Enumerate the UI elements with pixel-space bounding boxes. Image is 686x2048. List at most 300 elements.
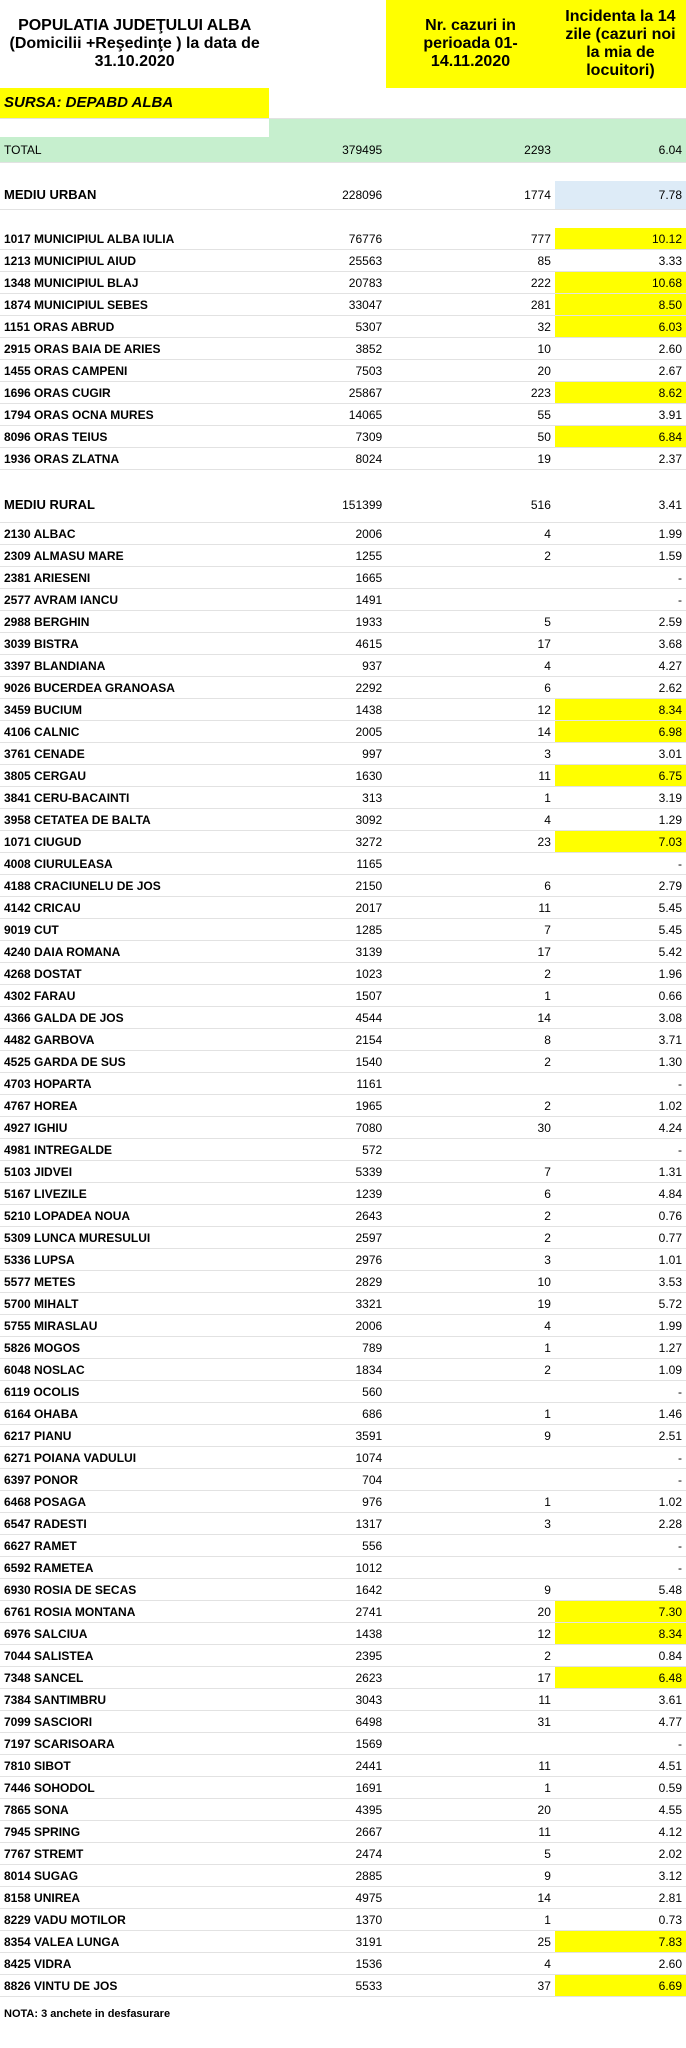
locality-cases: 50 (386, 426, 555, 448)
locality-name: 6976 SALCIUA (0, 1623, 269, 1645)
locality-name: 2577 AVRAM IANCU (0, 589, 269, 611)
locality-cases: 17 (386, 633, 555, 655)
locality-population: 1285 (269, 919, 386, 941)
locality-name: 8158 UNIREA (0, 1887, 269, 1909)
locality-incidence: 2.51 (555, 1425, 686, 1447)
locality-population: 1642 (269, 1579, 386, 1601)
locality-population: 686 (269, 1403, 386, 1425)
locality-name: 2309 ALMASU MARE (0, 545, 269, 567)
locality-population: 2643 (269, 1205, 386, 1227)
locality-cases: 20 (386, 360, 555, 382)
rural-locality-row (0, 1799, 686, 1821)
locality-population: 1165 (269, 853, 386, 875)
locality-incidence: 4.24 (555, 1117, 686, 1139)
locality-population: 3591 (269, 1425, 386, 1447)
locality-cases (386, 853, 555, 875)
locality-cases: 9 (386, 1425, 555, 1447)
locality-incidence: 3.33 (555, 250, 686, 272)
locality-cases: 1 (386, 1337, 555, 1359)
locality-cases: 8 (386, 1029, 555, 1051)
locality-population: 25867 (269, 382, 386, 404)
locality-population: 1023 (269, 963, 386, 985)
locality-incidence: 0.76 (555, 1205, 686, 1227)
locality-name: 5309 LUNCA MURESULUI (0, 1227, 269, 1249)
locality-incidence: 7.83 (555, 1931, 686, 1953)
locality-cases: 55 (386, 404, 555, 426)
locality-cases (386, 589, 555, 611)
urban-locality-row (0, 294, 686, 316)
rural-locality-row (0, 655, 686, 677)
locality-population: 2623 (269, 1667, 386, 1689)
locality-name: 4767 HOREA (0, 1095, 269, 1117)
rural-locality-row (0, 809, 686, 831)
locality-cases: 12 (386, 1623, 555, 1645)
locality-cases: 9 (386, 1579, 555, 1601)
locality-incidence: 3.12 (555, 1865, 686, 1887)
locality-name: 4008 CIURULEASA (0, 853, 269, 875)
locality-population: 2976 (269, 1249, 386, 1271)
locality-name: 6217 PIANU (0, 1425, 269, 1447)
locality-cases: 32 (386, 316, 555, 338)
locality-population: 1665 (269, 567, 386, 589)
locality-name: 2988 BERGHIN (0, 611, 269, 633)
urban-total-row (0, 181, 686, 210)
locality-cases: 2 (386, 1095, 555, 1117)
locality-cases: 2 (386, 545, 555, 567)
rural-locality-row (0, 1887, 686, 1909)
locality-cases: 25 (386, 1931, 555, 1953)
locality-name: 7044 SALISTEA (0, 1645, 269, 1667)
locality-population: 1491 (269, 589, 386, 611)
rural-locality-row (0, 1161, 686, 1183)
urban-locality-row (0, 382, 686, 404)
locality-cases: 11 (386, 1755, 555, 1777)
locality-cases: 14 (386, 721, 555, 743)
locality-name: 2130 ALBAC (0, 523, 269, 545)
locality-cases: 7 (386, 919, 555, 941)
locality-name: 3761 CENADE (0, 743, 269, 765)
locality-population: 1536 (269, 1953, 386, 1975)
rural-locality-row (0, 1601, 686, 1623)
locality-cases: 2 (386, 963, 555, 985)
rural-locality-row (0, 1425, 686, 1447)
locality-population: 2885 (269, 1865, 386, 1887)
locality-population: 2005 (269, 721, 386, 743)
rural-locality-row (0, 589, 686, 611)
rural-locality-row (0, 1447, 686, 1469)
locality-population: 2006 (269, 1315, 386, 1337)
locality-population: 1317 (269, 1513, 386, 1535)
locality-population: 572 (269, 1139, 386, 1161)
rural-locality-row (0, 1535, 686, 1557)
rural-locality-row (0, 1293, 686, 1315)
urban-locality-row (0, 250, 686, 272)
locality-incidence: 1.31 (555, 1161, 686, 1183)
rural-locality-row (0, 699, 686, 721)
locality-population: 704 (269, 1469, 386, 1491)
locality-incidence: - (555, 1073, 686, 1095)
locality-population: 1630 (269, 765, 386, 787)
locality-name: 4302 FARAU (0, 985, 269, 1007)
rural-locality-row (0, 1227, 686, 1249)
rural-locality-row (0, 1557, 686, 1579)
locality-incidence: 2.37 (555, 448, 686, 470)
locality-population: 7309 (269, 426, 386, 448)
locality-incidence: - (555, 1381, 686, 1403)
header-row (0, 0, 686, 88)
locality-cases: 11 (386, 1689, 555, 1711)
locality-cases (386, 1535, 555, 1557)
locality-population: 2292 (269, 677, 386, 699)
rural-locality-row (0, 611, 686, 633)
locality-incidence: - (555, 1535, 686, 1557)
locality-population: 2829 (269, 1271, 386, 1293)
locality-incidence: 4.77 (555, 1711, 686, 1733)
locality-population: 3321 (269, 1293, 386, 1315)
locality-name: 3459 BUCIUM (0, 699, 269, 721)
locality-incidence: 1.59 (555, 545, 686, 567)
locality-incidence: 2.67 (555, 360, 686, 382)
header-blank (269, 0, 386, 88)
rural-locality-row (0, 1029, 686, 1051)
locality-name: 6761 ROSIA MONTANA (0, 1601, 269, 1623)
locality-incidence: 1.46 (555, 1403, 686, 1425)
locality-name: 1874 MUNICIPIUL SEBES (0, 294, 269, 316)
locality-name: 7384 SANTIMBRU (0, 1689, 269, 1711)
locality-name: 4188 CRACIUNELU DE JOS (0, 875, 269, 897)
rural-locality-row (0, 523, 686, 545)
header-population: POPULATIA JUDEŢULUI ALBA (Domicilii +Reşedinţe ) la data de 31.10.2020 (9, 17, 260, 70)
locality-population: 556 (269, 1535, 386, 1557)
locality-incidence: - (555, 1469, 686, 1491)
locality-population: 5339 (269, 1161, 386, 1183)
locality-cases: 4 (386, 655, 555, 677)
locality-name: 8354 VALEA LUNGA (0, 1931, 269, 1953)
locality-name: 7767 STREMT (0, 1843, 269, 1865)
locality-name: 4106 CALNIC (0, 721, 269, 743)
locality-incidence: 2.59 (555, 611, 686, 633)
locality-cases: 2 (386, 1051, 555, 1073)
locality-incidence: 5.45 (555, 897, 686, 919)
urban-locality-row (0, 426, 686, 448)
locality-cases (386, 1733, 555, 1755)
urban-locality-row (0, 228, 686, 250)
urban-locality-row (0, 448, 686, 470)
locality-incidence: 2.62 (555, 677, 686, 699)
locality-cases: 1 (386, 1403, 555, 1425)
locality-population: 1438 (269, 1623, 386, 1645)
locality-incidence: 4.12 (555, 1821, 686, 1843)
note-row (0, 1997, 686, 2032)
locality-population: 976 (269, 1491, 386, 1513)
urban-cases: 1774 (386, 181, 555, 210)
locality-incidence: - (555, 853, 686, 875)
locality-name: 8014 SUGAG (0, 1865, 269, 1887)
rural-locality-row (0, 1117, 686, 1139)
locality-name: 6164 OHABA (0, 1403, 269, 1425)
locality-incidence: 6.03 (555, 316, 686, 338)
header-cases: Nr. cazuri in perioada 01-14.11.2020 (386, 0, 555, 88)
locality-cases: 777 (386, 228, 555, 250)
locality-cases: 1 (386, 1777, 555, 1799)
rural-locality-row (0, 1359, 686, 1381)
rural-locality-row (0, 1579, 686, 1601)
locality-name: 4240 DAIA ROMANA (0, 941, 269, 963)
locality-population: 14065 (269, 404, 386, 426)
locality-incidence: 0.73 (555, 1909, 686, 1931)
locality-incidence: 3.08 (555, 1007, 686, 1029)
locality-population: 1239 (269, 1183, 386, 1205)
locality-incidence: 7.03 (555, 831, 686, 853)
locality-name: 1213 MUNICIPIUL AIUD (0, 250, 269, 272)
locality-cases (386, 1447, 555, 1469)
locality-population: 4544 (269, 1007, 386, 1029)
locality-name: 1017 MUNICIPIUL ALBA IULIA (0, 228, 269, 250)
locality-incidence: 1.02 (555, 1491, 686, 1513)
locality-population: 937 (269, 655, 386, 677)
locality-population: 5307 (269, 316, 386, 338)
locality-cases: 10 (386, 338, 555, 360)
locality-incidence: - (555, 1557, 686, 1579)
locality-cases: 4 (386, 809, 555, 831)
locality-incidence: 1.02 (555, 1095, 686, 1117)
locality-population: 3272 (269, 831, 386, 853)
locality-name: 7197 SCARISOARA (0, 1733, 269, 1755)
locality-incidence: 3.53 (555, 1271, 686, 1293)
rural-locality-row (0, 1315, 686, 1337)
urban-locality-row (0, 316, 686, 338)
rural-locality-row (0, 1337, 686, 1359)
locality-population: 1438 (269, 699, 386, 721)
locality-cases: 3 (386, 1513, 555, 1535)
locality-cases: 6 (386, 677, 555, 699)
locality-population: 789 (269, 1337, 386, 1359)
locality-cases: 4 (386, 523, 555, 545)
locality-incidence: - (555, 1447, 686, 1469)
locality-population: 1834 (269, 1359, 386, 1381)
locality-name: 4703 HOPARTA (0, 1073, 269, 1095)
locality-cases: 1 (386, 985, 555, 1007)
locality-name: 8229 VADU MOTILOR (0, 1909, 269, 1931)
locality-population: 1965 (269, 1095, 386, 1117)
locality-incidence: 1.99 (555, 523, 686, 545)
urban-locality-row (0, 338, 686, 360)
locality-name: 7099 SASCIORI (0, 1711, 269, 1733)
locality-incidence: 5.42 (555, 941, 686, 963)
locality-population: 3092 (269, 809, 386, 831)
locality-incidence: 1.30 (555, 1051, 686, 1073)
locality-incidence: 3.71 (555, 1029, 686, 1051)
rural-locality-row (0, 633, 686, 655)
locality-name: 4927 IGHIU (0, 1117, 269, 1139)
locality-population: 2006 (269, 523, 386, 545)
locality-incidence: 2.60 (555, 338, 686, 360)
rural-label: MEDIU RURAL (0, 488, 269, 523)
locality-cases: 3 (386, 1249, 555, 1271)
locality-cases: 12 (386, 699, 555, 721)
locality-population: 2597 (269, 1227, 386, 1249)
locality-name: 8096 ORAS TEIUS (0, 426, 269, 448)
locality-cases: 4 (386, 1953, 555, 1975)
locality-population: 2741 (269, 1601, 386, 1623)
locality-cases (386, 1139, 555, 1161)
locality-population: 5533 (269, 1975, 386, 1997)
rural-incidence: 3.41 (555, 488, 686, 523)
locality-incidence: 4.84 (555, 1183, 686, 1205)
locality-cases: 281 (386, 294, 555, 316)
locality-name: 4525 GARDA DE SUS (0, 1051, 269, 1073)
locality-name: 3958 CETATEA DE BALTA (0, 809, 269, 831)
locality-incidence: 4.55 (555, 1799, 686, 1821)
locality-cases: 11 (386, 1821, 555, 1843)
rural-locality-row (0, 1007, 686, 1029)
locality-cases: 14 (386, 1007, 555, 1029)
locality-cases: 19 (386, 1293, 555, 1315)
locality-name: 7810 SIBOT (0, 1755, 269, 1777)
rural-locality-row (0, 545, 686, 567)
rural-locality-row (0, 1733, 686, 1755)
locality-cases: 17 (386, 941, 555, 963)
locality-incidence: - (555, 589, 686, 611)
locality-cases: 5 (386, 1843, 555, 1865)
rural-locality-row (0, 1051, 686, 1073)
locality-incidence: 4.51 (555, 1755, 686, 1777)
locality-incidence: 0.84 (555, 1645, 686, 1667)
locality-incidence: 3.61 (555, 1689, 686, 1711)
locality-name: 1696 ORAS CUGIR (0, 382, 269, 404)
rural-locality-row (0, 941, 686, 963)
rural-locality-row (0, 1271, 686, 1293)
locality-cases: 11 (386, 765, 555, 787)
locality-incidence: 6.98 (555, 721, 686, 743)
locality-cases (386, 1381, 555, 1403)
locality-name: 5167 LIVEZILE (0, 1183, 269, 1205)
locality-incidence: 6.84 (555, 426, 686, 448)
locality-name: 1348 MUNICIPIUL BLAJ (0, 272, 269, 294)
rural-locality-row (0, 1689, 686, 1711)
locality-incidence: 6.69 (555, 1975, 686, 1997)
locality-name: 2915 ORAS BAIA DE ARIES (0, 338, 269, 360)
rural-locality-row (0, 1843, 686, 1865)
locality-name: 9019 CUT (0, 919, 269, 941)
locality-incidence: 8.50 (555, 294, 686, 316)
locality-population: 20783 (269, 272, 386, 294)
locality-name: 4981 INTREGALDE (0, 1139, 269, 1161)
locality-incidence: 7.30 (555, 1601, 686, 1623)
total-label: TOTAL (0, 137, 269, 163)
urban-locality-row (0, 360, 686, 382)
rural-locality-row (0, 1865, 686, 1887)
locality-incidence: 10.68 (555, 272, 686, 294)
locality-name: 8826 VINTU DE JOS (0, 1975, 269, 1997)
rural-locality-row (0, 1755, 686, 1777)
locality-cases: 17 (386, 1667, 555, 1689)
locality-incidence: 2.81 (555, 1887, 686, 1909)
locality-cases: 4 (386, 1315, 555, 1337)
locality-cases: 85 (386, 250, 555, 272)
locality-incidence: 6.75 (555, 765, 686, 787)
locality-population: 3139 (269, 941, 386, 963)
locality-incidence: - (555, 1139, 686, 1161)
locality-name: 5336 LUPSA (0, 1249, 269, 1271)
locality-population: 560 (269, 1381, 386, 1403)
locality-cases: 3 (386, 743, 555, 765)
rural-locality-row (0, 743, 686, 765)
locality-cases (386, 567, 555, 589)
locality-incidence: 2.79 (555, 875, 686, 897)
locality-population: 2395 (269, 1645, 386, 1667)
rural-locality-row (0, 1073, 686, 1095)
locality-incidence: 1.29 (555, 809, 686, 831)
source-label: SURSA: DEPABD ALBA (0, 88, 269, 119)
rural-locality-row (0, 1667, 686, 1689)
locality-population: 1507 (269, 985, 386, 1007)
locality-incidence: 4.27 (555, 655, 686, 677)
urban-label: MEDIU URBAN (0, 181, 269, 210)
rural-locality-row (0, 1711, 686, 1733)
rural-locality-row (0, 1381, 686, 1403)
locality-cases: 1 (386, 1909, 555, 1931)
locality-population: 1161 (269, 1073, 386, 1095)
locality-population: 25563 (269, 250, 386, 272)
locality-incidence: 1.27 (555, 1337, 686, 1359)
locality-population: 2441 (269, 1755, 386, 1777)
rural-locality-row (0, 875, 686, 897)
locality-cases: 19 (386, 448, 555, 470)
locality-population: 4395 (269, 1799, 386, 1821)
locality-name: 7348 SANCEL (0, 1667, 269, 1689)
locality-incidence: 10.12 (555, 228, 686, 250)
rural-locality-row (0, 1095, 686, 1117)
rural-population: 151399 (269, 488, 386, 523)
locality-incidence: 2.60 (555, 1953, 686, 1975)
rural-locality-row (0, 853, 686, 875)
locality-name: 3805 CERGAU (0, 765, 269, 787)
locality-incidence: - (555, 1733, 686, 1755)
locality-cases: 2 (386, 1227, 555, 1249)
locality-population: 8024 (269, 448, 386, 470)
locality-cases: 2 (386, 1359, 555, 1381)
locality-cases: 20 (386, 1601, 555, 1623)
locality-cases: 222 (386, 272, 555, 294)
rural-total-row (0, 488, 686, 523)
locality-population: 2150 (269, 875, 386, 897)
locality-population: 997 (269, 743, 386, 765)
locality-population: 2474 (269, 1843, 386, 1865)
rural-locality-row (0, 919, 686, 941)
rural-locality-row (0, 1513, 686, 1535)
locality-population: 2154 (269, 1029, 386, 1051)
locality-name: 4482 GARBOVA (0, 1029, 269, 1051)
locality-population: 7503 (269, 360, 386, 382)
locality-population: 313 (269, 787, 386, 809)
locality-name: 6048 NOSLAC (0, 1359, 269, 1381)
locality-population: 1691 (269, 1777, 386, 1799)
rural-locality-row (0, 1777, 686, 1799)
rural-locality-row (0, 1931, 686, 1953)
rural-locality-row (0, 831, 686, 853)
locality-incidence: 0.77 (555, 1227, 686, 1249)
urban-incidence: 7.78 (555, 181, 686, 210)
locality-incidence: 2.28 (555, 1513, 686, 1535)
rural-locality-row (0, 897, 686, 919)
locality-population: 1569 (269, 1733, 386, 1755)
locality-name: 3397 BLANDIANA (0, 655, 269, 677)
locality-cases: 6 (386, 1183, 555, 1205)
locality-cases: 20 (386, 1799, 555, 1821)
locality-cases: 23 (386, 831, 555, 853)
locality-name: 5577 METES (0, 1271, 269, 1293)
